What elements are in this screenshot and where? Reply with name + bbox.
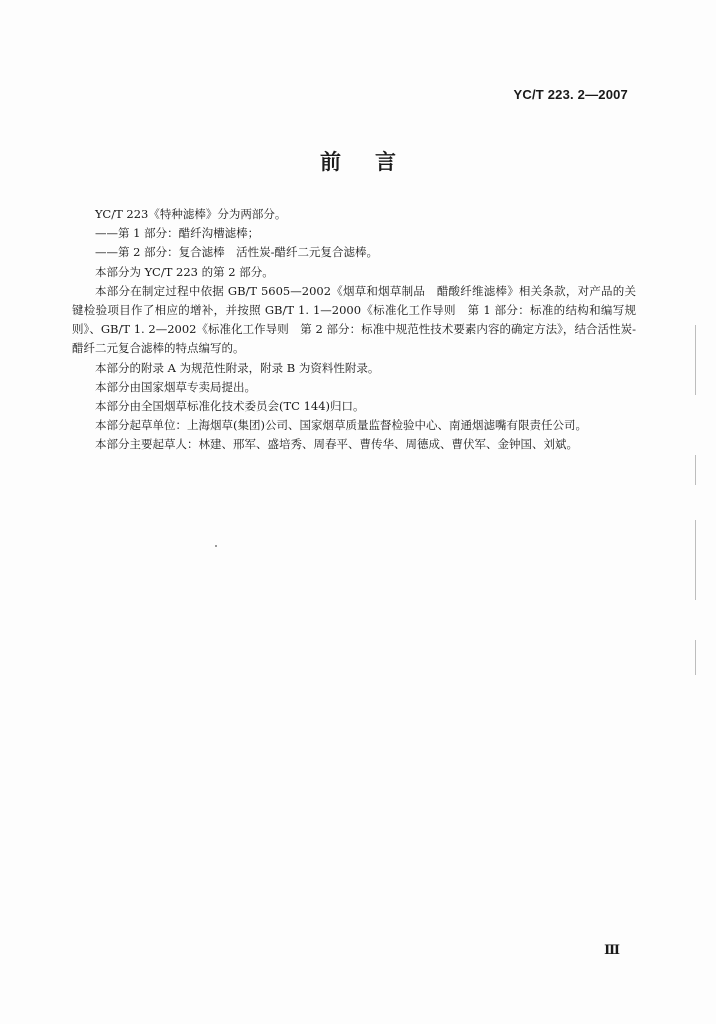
paragraph-annexes: 本部分的附录 A 为规范性附录，附录 B 为资料性附录。 — [95, 360, 380, 375]
page-title: 前言 — [320, 150, 430, 174]
paragraph-technical-committee: 本部分由全国烟草标准化技术委员会(TC 144)归口。 — [95, 399, 365, 414]
list-item-part-2: ——第 2 部分：复合滤棒 活性炭-醋纤二元复合滤棒。 — [95, 245, 379, 260]
paragraph-basis: 本部分在制定过程中依据 GB/T 5605—2002《烟草和烟草制品 醋酸纤维滤棒》相关条款，对产品的关键检验项目作了相应的增补，并按照 GB/T 1. 1—2000《标准化工作导则 第 1 部分：标准的结构和编写规则》、GB/T 1. 2—2002《标准化工作导则 第 2 部分：标准中规范性技术要素内容的确定方法》，结合活性炭-醋纤二元复合滤棒的特点编写的。 — [72, 283, 636, 356]
paragraph-this-part: 本部分为 YC/T 223 的第 2 部分。 — [95, 264, 274, 279]
page-number: Ⅲ — [604, 943, 620, 958]
scan-artifact-line — [695, 325, 696, 395]
scan-artifact-line — [695, 455, 696, 485]
paragraph-drafters: 本部分主要起草人：林建、邢军、盛培秀、周春平、曹传华、周德成、曹伏军、金钟国、刘斌。 — [95, 437, 578, 452]
list-item-part-1: ——第 1 部分：醋纤沟槽滤棒； — [95, 226, 260, 241]
paragraph-drafting-units: 本部分起草单位：上海烟草(集团)公司、国家烟草质量监督检验中心、南通烟滤嘴有限责任公司。 — [95, 418, 587, 433]
foreword-body — [72, 205, 636, 455]
scan-artifact-line — [695, 520, 696, 600]
scan-artifact-line — [695, 640, 696, 675]
paragraph-proposed-by: 本部分由国家烟草专卖局提出。 — [95, 379, 256, 394]
scan-artifact-dot — [215, 545, 217, 547]
standard-number: YC/T 223. 2—2007 — [513, 87, 628, 102]
paragraph-parts-overview: YC/T 223《特种滤棒》分为两部分。 — [95, 207, 287, 221]
